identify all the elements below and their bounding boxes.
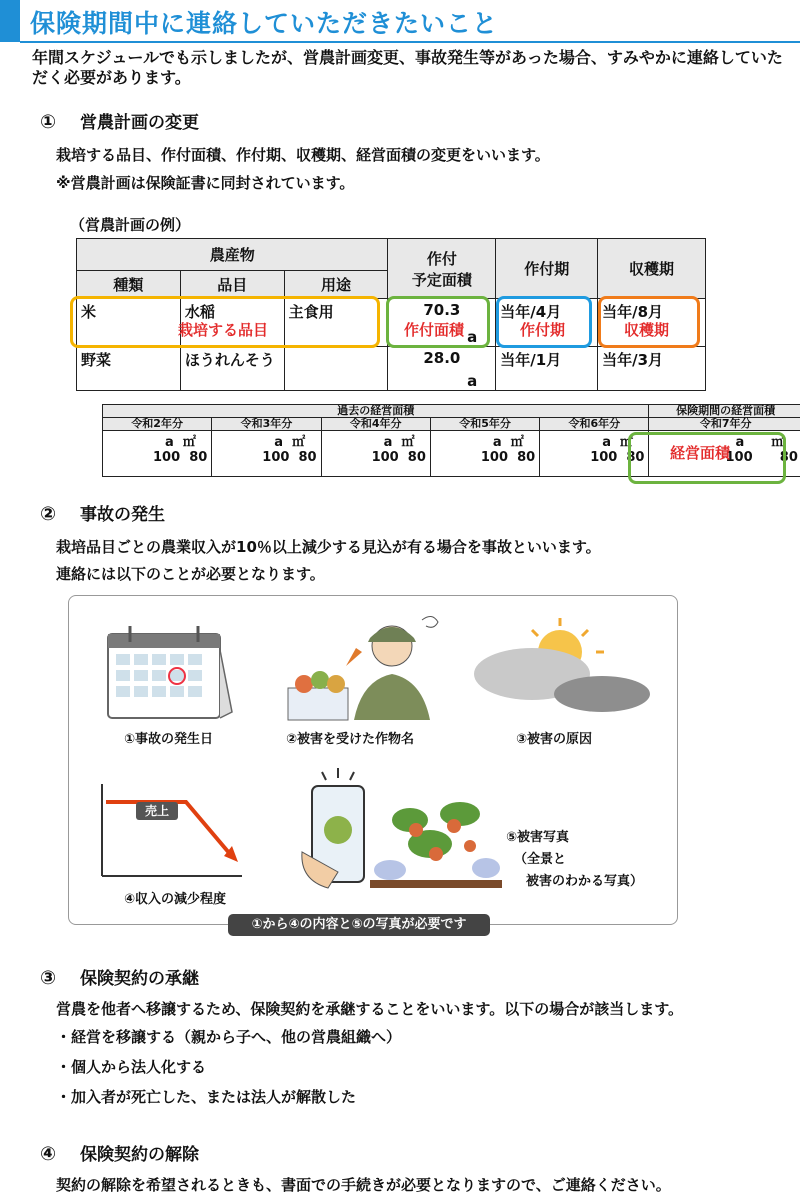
area-cell: a ㎡ 100 80 <box>649 431 800 477</box>
area-cell: a ㎡ 100 80 <box>321 431 430 477</box>
label-harvest: 収穫期 <box>624 321 670 339</box>
cloud-sun-icon <box>472 612 652 717</box>
management-area-table: 過去の経営面積 保険期間の経営面積 令和2年分 令和3年分 令和4年分 令和5年分 令和6年分 令和7年分 a ㎡ 100 80 a ㎡ 100 80 a ㎡ 100 80 a ㎡ 100 80 a ㎡ 100 80 a ㎡ 100 80 <box>102 404 800 477</box>
area-cell: a ㎡ 100 80 <box>540 431 649 477</box>
s2-line2: 連絡には以下のことが必要となります。 <box>56 565 325 583</box>
cap-5: ⑤被害写真 <box>506 830 570 845</box>
th-plant: 作付期 <box>496 239 598 299</box>
th-use: 用途 <box>284 271 388 299</box>
s3-bullet-3: ・加入者が死亡した、または法人が解散した <box>56 1088 357 1106</box>
s3-bullet-1: ・経営を移譲する（親から子へ、他の営農組織へ） <box>56 1028 402 1046</box>
th-type: 種類 <box>77 271 181 299</box>
sales-label: 売上 <box>136 802 178 820</box>
farmer-icon <box>282 608 452 724</box>
cap-2: ②被害を受けた作物名 <box>286 732 415 747</box>
th-area: 作付 予定面積 <box>388 239 496 299</box>
section-1-heading: ① 営農計画の変更 <box>40 111 199 133</box>
cap-3: ③被害の原因 <box>516 732 593 747</box>
label-item: 栽培する品目 <box>178 321 269 339</box>
label-area: 作付面積 <box>404 321 465 339</box>
label-plant: 作付期 <box>520 321 566 339</box>
page-title: 保険期間中に連絡していただきたいこと <box>30 9 499 38</box>
th-crop: 農産物 <box>77 239 388 271</box>
title-bar <box>0 0 800 42</box>
cap-1: ①事故の発生日 <box>124 732 214 747</box>
cap-4: ④収入の減少程度 <box>124 892 227 907</box>
section-3-heading: ③ 保険契約の承継 <box>40 967 199 989</box>
calendar-icon <box>100 620 240 725</box>
th-harvest: 収穫期 <box>598 239 706 299</box>
th-period: 保険期間の経営面積 <box>649 405 800 418</box>
th-item: 品目 <box>180 271 284 299</box>
section-4-heading: ④ 保険契約の解除 <box>40 1143 199 1165</box>
s1-line2: ※営農計画は保険証書に同封されています。 <box>56 174 355 192</box>
table-row: 野菜 ほうれんそう 28.0 a 当年/1月 当年/3月 <box>77 347 706 391</box>
section-2-heading: ② 事故の発生 <box>40 503 165 525</box>
area-cell: a ㎡ 100 80 <box>430 431 539 477</box>
s4-line1: 契約の解除を希望されるときも、書面での手続きが必要となりますので、ご連絡ください。 <box>56 1176 671 1194</box>
title-accent <box>0 0 20 42</box>
table-caption: （営農計画の例） <box>70 216 191 234</box>
s3-line1: 営農を他者へ移譲するため、保険契約を承継することをいいます。以下の場合が該当します。 <box>56 1000 684 1018</box>
s2-line1: 栽培品目ごとの農業収入が10％以上減少する見込が有る場合を事故といいます。 <box>56 538 601 556</box>
th-past: 過去の経営面積 <box>103 405 649 418</box>
requirement-banner: ①から④の内容と⑤の写真が必要です <box>228 914 490 936</box>
intro-text: 年間スケジュールでも示しましたが、営農計画変更、事故発生等があった場合、すみやかに連絡していただく必要があります。 <box>32 48 783 87</box>
cap-5c: 被害のわかる写真） <box>526 874 644 889</box>
s3-bullet-2: ・個人から法人化する <box>56 1058 207 1076</box>
s1-line1: 栽培する品目、作付面積、作付期、収穫期、経営面積の変更をいいます。 <box>56 146 550 164</box>
area-cell: a ㎡ 100 80 <box>103 431 212 477</box>
table-row: 米 水稲 主食用 70.3 a 当年/4月 当年/8月 <box>77 299 706 347</box>
damaged-crop-icon <box>370 780 502 890</box>
title-underline <box>20 41 800 43</box>
sales-decline-icon <box>96 780 246 880</box>
label-mgmt: 経営面積 <box>670 444 731 462</box>
cap-5b: （全景と <box>514 852 567 867</box>
area-cell: a ㎡ 100 80 <box>212 431 321 477</box>
